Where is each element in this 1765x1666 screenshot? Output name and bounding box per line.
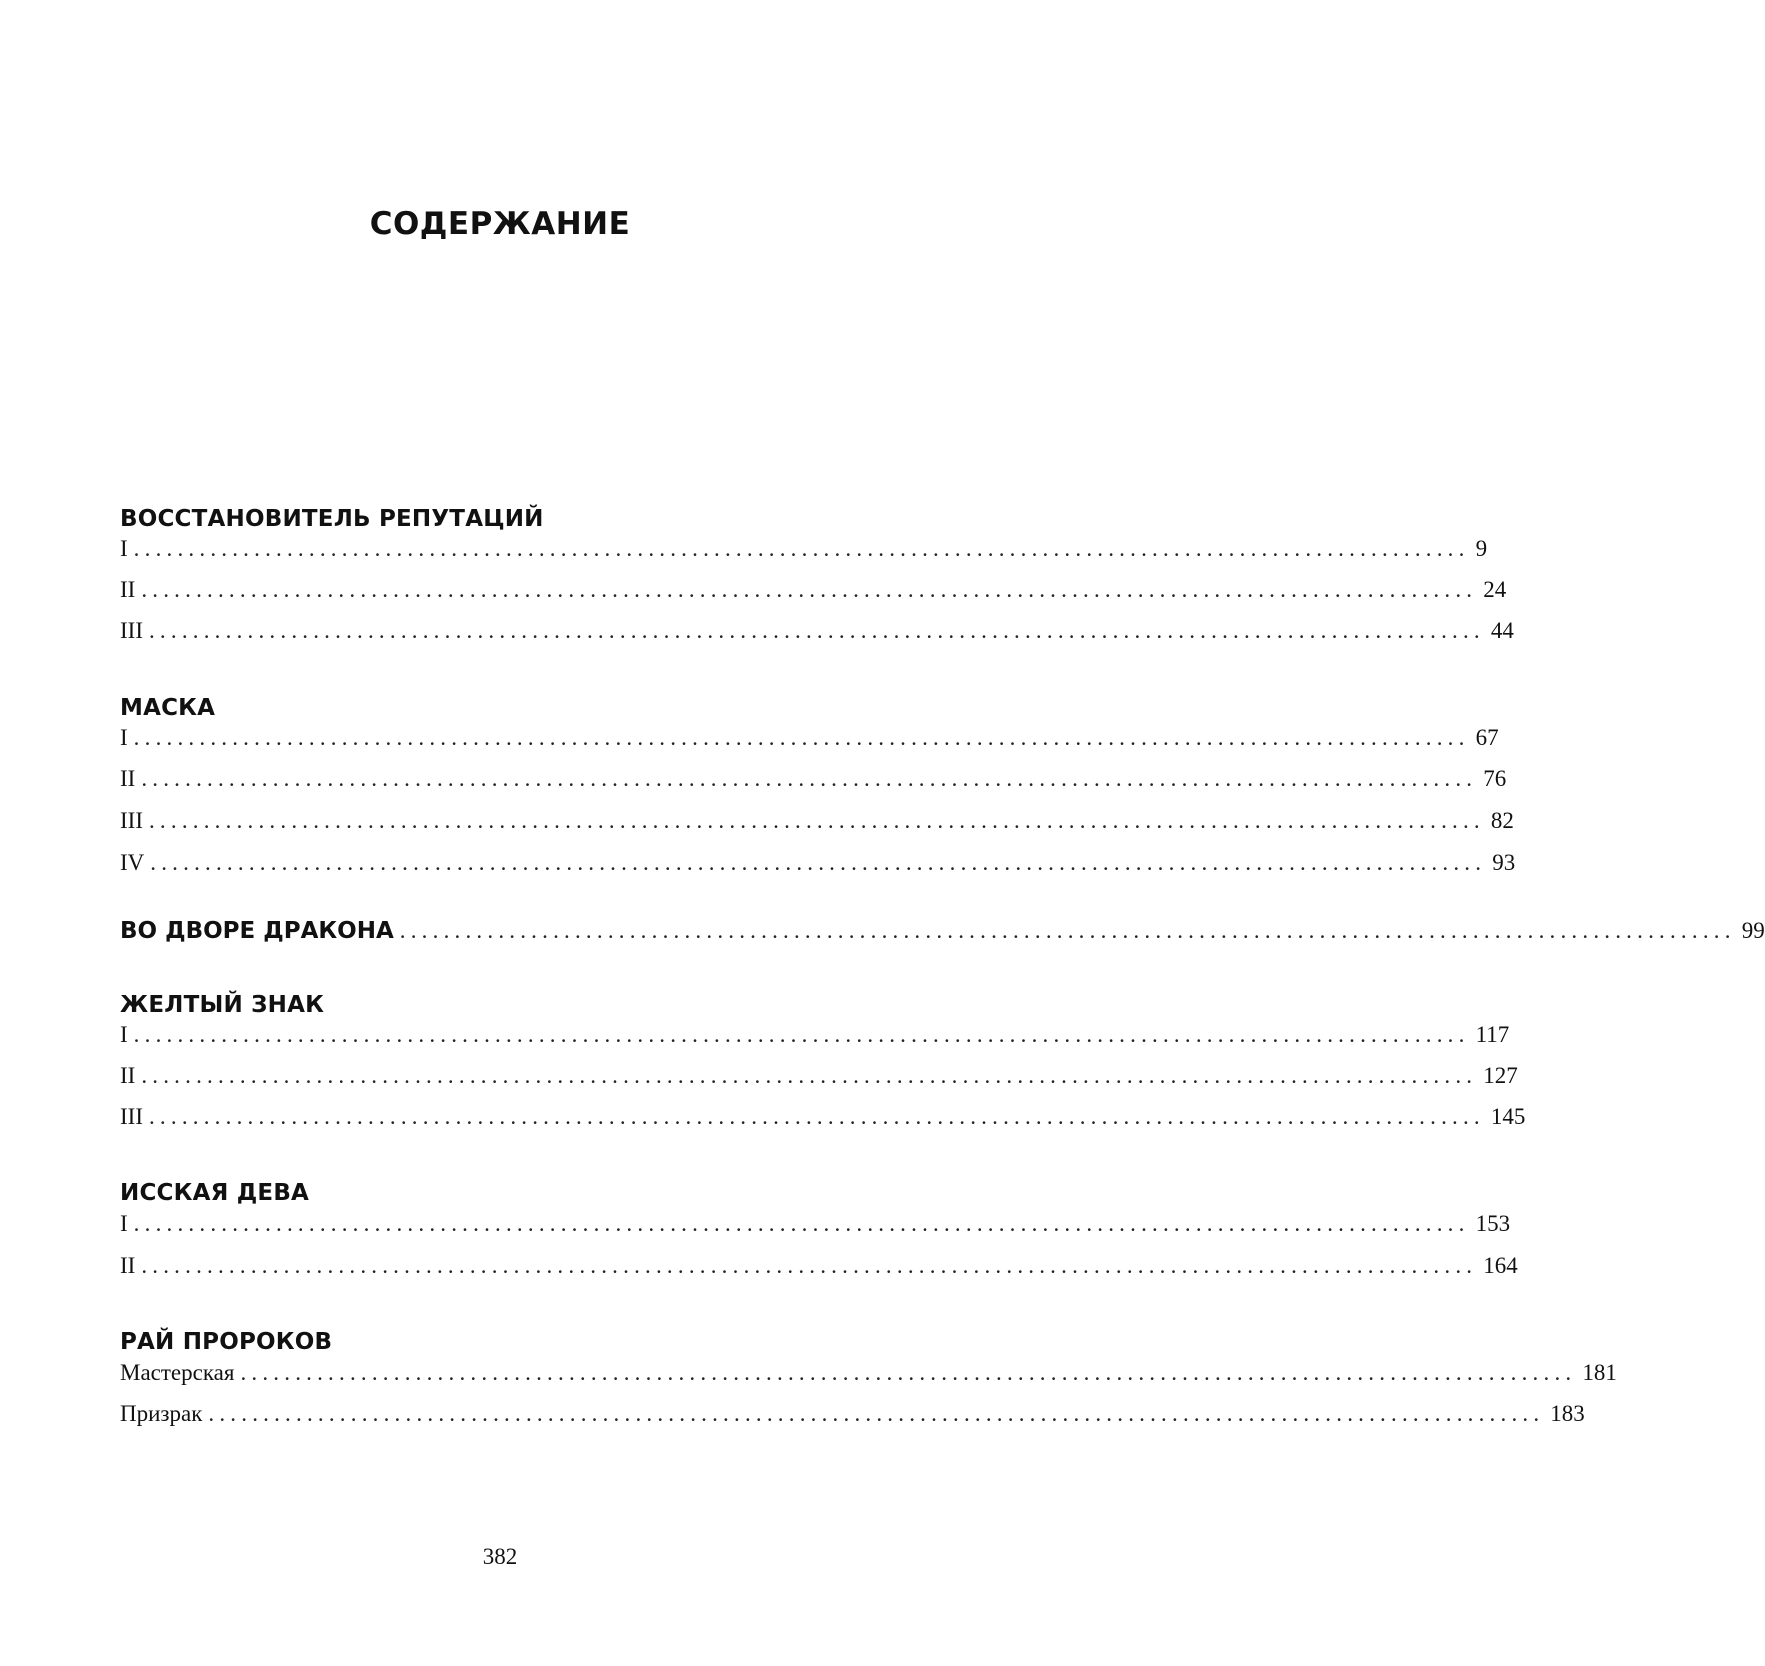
dot-leader: .......................................................................................................................... [148, 1104, 1485, 1129]
toc-entry [120, 1063, 1518, 1093]
entry-label: Призрак [120, 1401, 203, 1426]
page-title: СОДЕРЖАНИЕ [369, 206, 631, 242]
entry-page: 93 [1492, 850, 1516, 875]
toc-entry [120, 850, 1516, 880]
toc-entry [120, 536, 1488, 566]
dot-leader: .......................................................................................................................... [148, 808, 1485, 833]
entry-page: 164 [1483, 1253, 1518, 1278]
section-heading: РАЙ ПРОРОКОВ [120, 1329, 333, 1355]
dot-leader: .......................................................................................................................... [141, 1253, 1478, 1278]
entry-page: 153 [1475, 1211, 1511, 1236]
dot-leader: .......................................................................................................................... [133, 536, 1470, 561]
toc-entry [120, 618, 1514, 648]
entry-label: I [120, 1211, 128, 1236]
toc-heading-entry [120, 918, 1765, 948]
entry-label: III [120, 1104, 143, 1129]
toc-entry [120, 1360, 1617, 1390]
entry-page: 9 [1475, 536, 1488, 561]
entry-page: 127 [1483, 1063, 1518, 1088]
entry-page: 76 [1483, 766, 1507, 791]
entry-page: 24 [1483, 577, 1507, 602]
page-number: 382 [482, 1544, 518, 1569]
dot-leader: .......................................................................................................................... [141, 766, 1478, 791]
section-heading: ВОССТАНОВИТЕЛЬ РЕПУТАЦИЙ [120, 506, 544, 532]
entry-page: 44 [1490, 618, 1514, 643]
entry-label: I [120, 725, 128, 750]
dot-leader: .......................................................................................................................... [148, 618, 1485, 643]
dot-leader: .......................................................................................................................... [150, 850, 1487, 875]
entry-label: II [120, 1253, 136, 1278]
entry-label: III [120, 808, 143, 833]
entry-label: II [120, 1063, 136, 1088]
entry-page: 82 [1490, 808, 1514, 833]
toc-entry [120, 766, 1507, 796]
entry-page: 117 [1475, 1022, 1510, 1047]
section-heading: ИССКАЯ ДЕВА [120, 1180, 310, 1206]
toc-entry [120, 1401, 1585, 1431]
toc-entry [120, 1022, 1510, 1052]
dot-leader: .......................................................................................................................... [133, 1022, 1470, 1047]
entry-page: 67 [1475, 725, 1499, 750]
toc-entry [120, 1211, 1511, 1241]
toc-entry [120, 1104, 1526, 1134]
toc-entry [120, 1253, 1518, 1283]
entry-label: IV [120, 850, 145, 875]
entry-label: III [120, 618, 143, 643]
dot-leader: .......................................................................................................................... [399, 918, 1736, 943]
entry-label: II [120, 766, 136, 791]
section-heading: МАСКА [120, 695, 216, 721]
entry-label: Мастерская [120, 1360, 235, 1385]
toc-entry [120, 725, 1499, 755]
entry-page: 99 [1741, 918, 1765, 943]
toc-entry [120, 808, 1514, 838]
dot-leader: .......................................................................................................................... [240, 1360, 1577, 1385]
dot-leader: .......................................................................................................................... [208, 1401, 1545, 1426]
dot-leader: .......................................................................................................................... [133, 1211, 1470, 1236]
toc-entry [120, 577, 1507, 607]
entry-label: I [120, 536, 128, 561]
entry-label: ВО ДВОРЕ ДРАКОНА [120, 918, 394, 944]
entry-label: II [120, 577, 136, 602]
section-heading: ЖЕЛТЫЙ ЗНАК [120, 992, 325, 1018]
dot-leader: .......................................................................................................................... [141, 577, 1478, 602]
dot-leader: .......................................................................................................................... [133, 725, 1470, 750]
entry-label: I [120, 1022, 128, 1047]
dot-leader: .......................................................................................................................... [141, 1063, 1478, 1088]
entry-page: 183 [1550, 1401, 1585, 1426]
entry-page: 145 [1490, 1104, 1526, 1129]
entry-page: 181 [1582, 1360, 1617, 1385]
